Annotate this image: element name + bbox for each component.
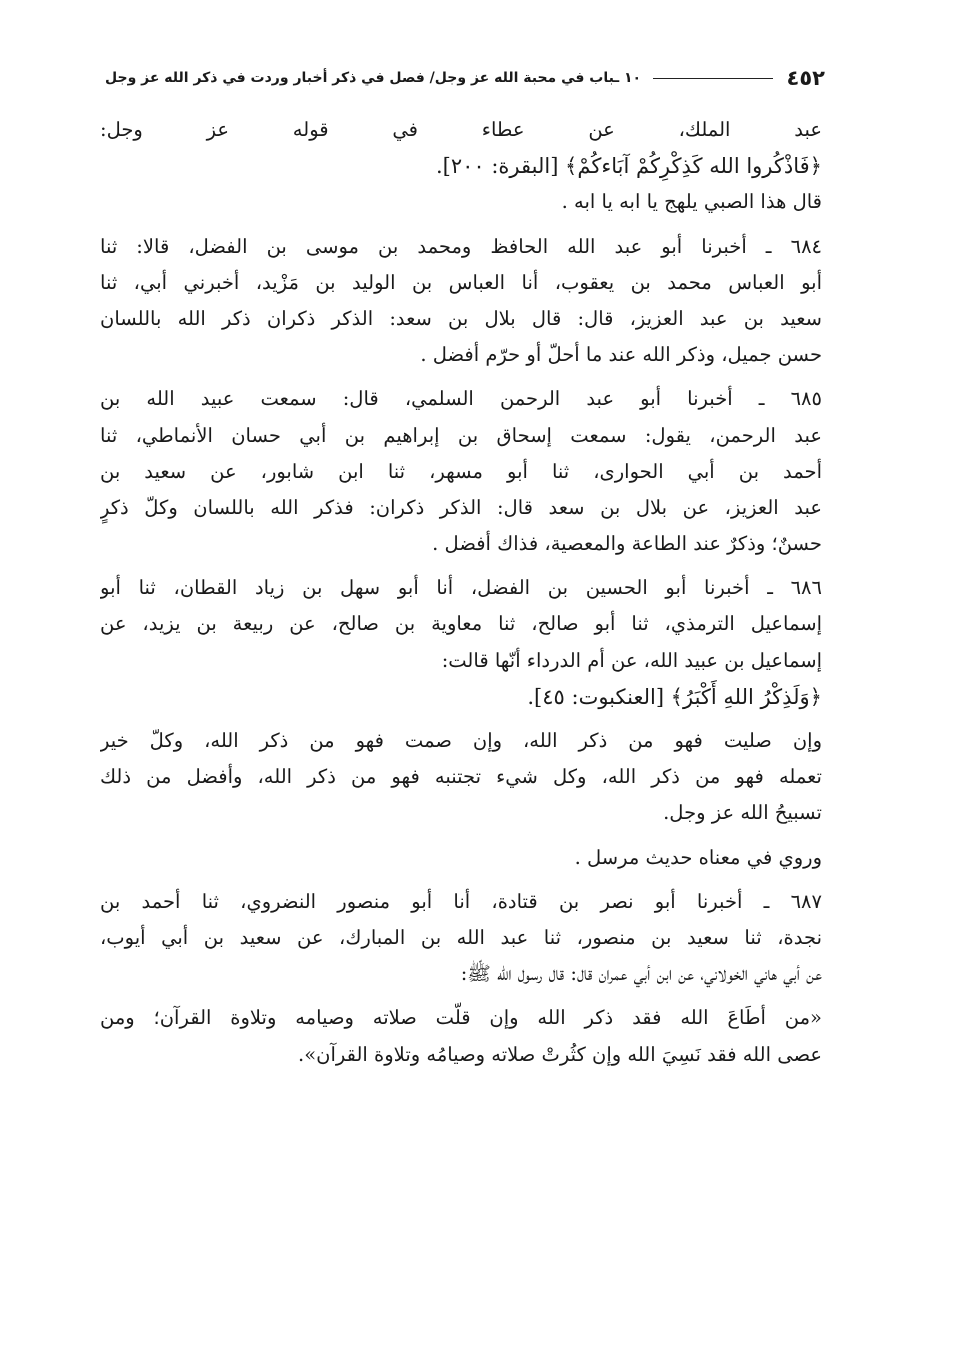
header-rule [653, 78, 772, 79]
paragraph-dhikr [100, 723, 822, 832]
hadith-684 [100, 229, 822, 374]
text-line: عصى الله فقد نَسِيَ الله وإن كثُرتْ صلاته وصيامُه وتلاوة القرآن». [298, 1042, 822, 1066]
text-line: حسن جميل، وذكر الله عند ما أحلّ أو حرّم أفضل . [420, 343, 822, 367]
text-line: «من أطَاعَ الله فقد ذكر الله وإن قلّت صلاته وصيامه وتلاوة القرآن؛ ومن [100, 1006, 822, 1030]
text-line: نجدة، ثنا سعيد بن منصور، ثنا عبد الله بن المبارك، عن سعيد بن أبي أيوب، [100, 925, 822, 949]
paragraph-quote-albaqara [100, 112, 822, 221]
hadith-685 [100, 381, 822, 562]
page-number: ٤٥٢ [786, 66, 825, 90]
text-line: تسبيحُ الله عز وجل. [663, 801, 822, 825]
quran-quote-line: ﴿فَاذْكُروا الله كَذِكْرِكُمْ آبَاءكُمْ﴾ [البقرة: ٢٠٠]. [435, 154, 822, 179]
running-head: ١٠ ـباب في محبة الله عز وجل/ فصل في ذكر أخبار وردت في ذكر الله عز وجل [105, 70, 642, 86]
text-line: عبد الرحمن، يقول: سمعت إسحاق بن إبراهيم بن أبي حسان الأنماطي، ثنا [100, 423, 822, 447]
text-line: أحمد بن أبي الحوارى، ثنا أبو مسهر، ثنا ابن شابور، عن سعيد بن [100, 459, 822, 483]
paragraph-mursal [100, 840, 822, 876]
text-line: عبد العزيز، عن بلال بن سعد قال: الذكر ذكران: فذكر الله باللسان وكلّ ذكرٍ [100, 495, 822, 519]
text-line: ٦٨٤ ـ أخبرنا أبو عبد الله الحافظ ومحمد بن موسى بن الفضل، قالا: ثنا [100, 234, 822, 258]
hadith-687 [100, 884, 822, 993]
text-line: ٦٨٧ ـ أخبرنا أبو نصر بن قتادة، أنا أبو منصور النضروي، ثنا أحمد بن [100, 889, 822, 913]
text-line: سعيد بن عبد العزيز، قال: قال بلال بن سعد: الذكر ذكران ذكر الله باللسان [100, 306, 822, 330]
text-line: ٦٨٥ ـ أخبرنا أبو عبد الرحمن السلمي، قال: سمعت عبيد الله بن [100, 387, 822, 411]
text-line: ٦٨٦ ـ أخبرنا أبو الحسين بن الفضل، أنا أبو سهل بن زياد القطان، ثنا أبو [100, 576, 822, 600]
text-line: أبو العباس محمد بن يعقوب، أنا العباس بن الوليد بن مَزْيد، أخبرني أبي، ثنا [100, 270, 822, 294]
text-line: وإن صليت فهو من ذكر الله، وإن صمت فهو من ذكر الله، وكلّ خير [100, 729, 822, 752]
text-line: تعمله فهو من ذكر الله، وكل شيء تجتنبه فهو من ذكر الله، وأفضل من ذلك [100, 765, 822, 789]
text-line: عبد الملك، عن عطاء في قوله عز وجل: [100, 118, 822, 141]
hadith-quote [100, 1000, 822, 1072]
body-text [100, 112, 822, 1081]
text-line: وروي في معناه حديث مرسل . [574, 845, 822, 869]
quran-quote-line: ﴿وَلَذِكْرُ اللهِ أَكْبَرُ﴾ [العنكبوت: ٤٥]. [527, 684, 822, 709]
page-header [105, 58, 825, 98]
text-line: قال هذا الصبي يلهج يا ابه يا ابه . [561, 190, 822, 214]
hadith-686 [100, 570, 822, 715]
text-line: عن أبي هاني الخولاني، عن ابن أبي عمران قال: قال رسول الله ﷺ: [460, 962, 822, 986]
text-line: إسماعيل الترمذي، ثنا أبو صالح، ثنا معاوية بن صالح، عن ربيعة بن يزيد، عن [100, 612, 822, 636]
text-line: إسماعيل بن عبيد الله، عن أم الدرداء أنّها قالت: [441, 648, 822, 672]
text-line: حسنٌ؛ وذكرٌ عند الطاعة والمعصية، فذاك أفضل . [432, 532, 822, 556]
